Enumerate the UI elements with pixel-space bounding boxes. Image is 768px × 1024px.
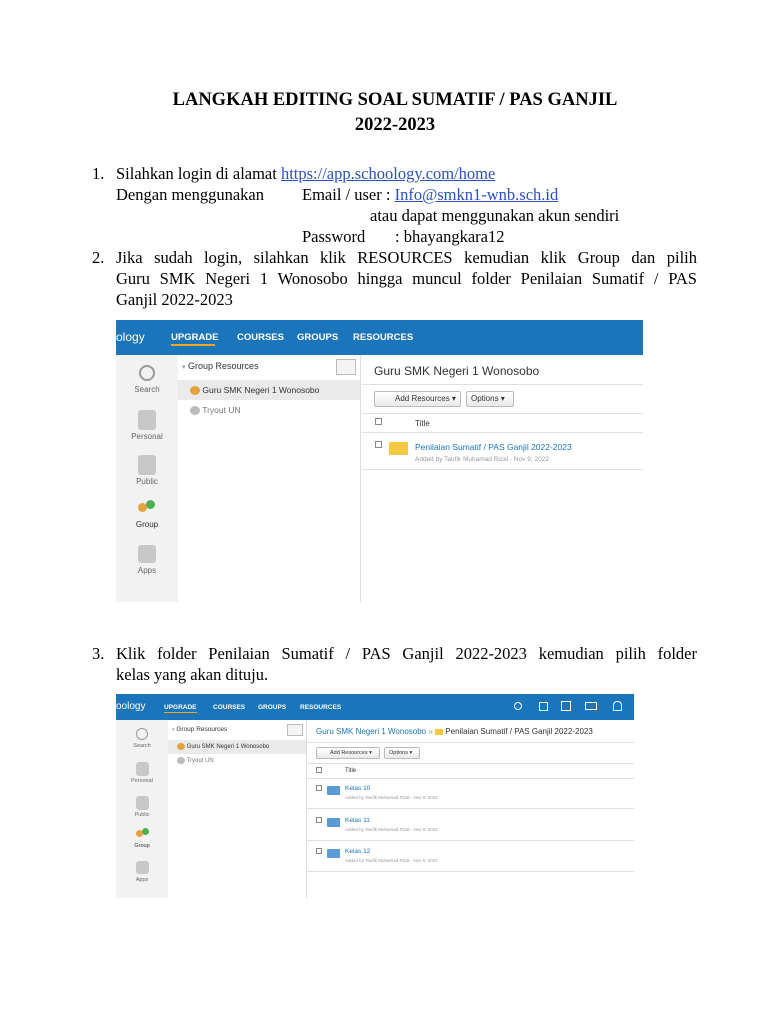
nav-upgrade[interactable]: UPGRADE: [164, 704, 197, 711]
chevron-down-icon: ▾: [182, 364, 186, 371]
grid-icon[interactable]: [539, 702, 548, 711]
row-checkbox[interactable]: [316, 785, 322, 791]
tree-item-guru-smk[interactable]: [168, 740, 306, 754]
step2-line2: Guru SMK Negeri 1 Wonosobo hingga muncul folder Penilaian Sumatif / PAS: [116, 269, 697, 288]
bell-icon[interactable]: [613, 701, 622, 711]
add-resources-label: Add Resources: [330, 750, 368, 756]
add-group-icon[interactable]: [336, 359, 356, 375]
divider: [307, 871, 634, 872]
personal-icon: [136, 762, 149, 776]
password-label: Password: [302, 227, 366, 246]
tree-item-label: Guru SMK Negeri 1 Wonosobo: [202, 385, 320, 395]
calendar-icon[interactable]: [561, 701, 571, 711]
row-checkbox[interactable]: [316, 817, 322, 823]
row-checkbox[interactable]: [316, 848, 322, 854]
sidebar-public-label: Public: [134, 812, 150, 818]
sidebar-public[interactable]: [116, 796, 168, 818]
breadcrumb: [316, 727, 593, 736]
personal-icon: [138, 410, 156, 430]
group-icon: [136, 828, 149, 840]
step3-line1: Klik folder Penilaian Sumatif / PAS Ganjil 2022-2023 kemudian pilih folder: [116, 644, 697, 663]
folder-icon: [327, 818, 340, 827]
tree-item-guru-smk[interactable]: [178, 380, 360, 400]
main-content: [362, 355, 643, 602]
main-content: [307, 720, 634, 898]
group-icon: [177, 743, 185, 750]
apps-icon: [136, 861, 149, 874]
step1-line2-prefix: Dengan menggunakan: [116, 185, 264, 204]
breadcrumb-parent-link[interactable]: Guru SMK Negeri 1 Wonosobo: [316, 727, 427, 736]
sidebar-group[interactable]: [116, 828, 168, 849]
tree-header-label: Group Resources: [176, 726, 228, 733]
sidebar-search-label: Search: [133, 743, 151, 749]
folder-meta: Added by Taufik Muhamad Rizal - Nov 9, 2022: [415, 456, 549, 463]
tree-header-label: Group Resources: [188, 361, 259, 371]
step3-line2: kelas yang akan dituju.: [116, 665, 269, 684]
mail-icon[interactable]: [585, 702, 597, 710]
email-link[interactable]: Info@smkn1-wnb.sch.id: [394, 185, 559, 204]
options-button[interactable]: Options ▾: [466, 391, 514, 407]
title-column-header: Title: [345, 768, 357, 774]
folder-meta: Added by Taufik Muhamad Rizal - Nov 9, 2022: [345, 827, 438, 832]
tree-header[interactable]: [168, 726, 306, 738]
step1-prefix: Silahkan login di alamat: [116, 164, 281, 183]
step-number: 3.: [92, 644, 105, 663]
divider: [362, 432, 643, 433]
step-number: 2.: [92, 248, 105, 267]
sidebar-apps[interactable]: [116, 861, 168, 883]
apps-icon: [138, 545, 156, 563]
step1-email: [302, 184, 558, 205]
step2-line3: Ganjil 2022-2023: [116, 290, 233, 309]
tree-item-label: Guru SMK Negeri 1 Wonosobo: [186, 744, 270, 750]
divider: [307, 778, 634, 779]
folder-meta: Added by Taufik Muhamad Rizal - Nov 9, 2022: [345, 858, 438, 863]
nav-courses[interactable]: COURSES: [213, 704, 246, 711]
sidebar-personal[interactable]: [116, 762, 168, 784]
group-icon: [177, 757, 185, 764]
resources-sidebar: [116, 355, 178, 602]
folder-icon: [327, 849, 340, 858]
public-icon: [136, 796, 149, 810]
folder-icon: [389, 442, 408, 455]
folder-icon: [435, 729, 443, 735]
sidebar-apps-label: Apps: [135, 877, 149, 883]
top-nav-bar: [116, 320, 643, 355]
chevron-down-icon: ▾: [172, 727, 175, 733]
sidebar-group-label: Group: [135, 520, 159, 529]
divider: [362, 413, 643, 414]
nav-resources[interactable]: RESOURCES: [353, 332, 414, 343]
nav-upgrade[interactable]: UPGRADE: [171, 332, 219, 343]
screenshot-resources-group: [116, 320, 643, 602]
upgrade-underline: [171, 344, 215, 346]
add-resources-button[interactable]: Add Resources ▾: [374, 391, 461, 407]
add-group-icon[interactable]: [287, 724, 303, 736]
group-icon: [190, 406, 200, 415]
nav-resources[interactable]: RESOURCES: [300, 704, 342, 711]
search-icon: [136, 728, 148, 740]
folder-link-kelas-11[interactable]: Kelas 11: [345, 817, 370, 824]
folder-link-penilaian[interactable]: Penilaian Sumatif / PAS Ganjil 2022-2023: [415, 442, 572, 452]
tree-item-label: Tryout UN: [202, 405, 241, 415]
top-nav-bar: [116, 694, 634, 720]
sidebar-group[interactable]: [116, 500, 178, 529]
sidebar-search[interactable]: [116, 728, 168, 749]
folder-icon: [327, 786, 340, 795]
nav-groups[interactable]: GROUPS: [258, 704, 287, 711]
divider: [362, 384, 643, 385]
divider: [307, 763, 634, 764]
sidebar-group-label: Group: [134, 843, 150, 849]
sidebar-public-label: Public: [136, 477, 158, 486]
tree-panel: [168, 720, 307, 898]
select-all-checkbox[interactable]: [375, 418, 382, 425]
sidebar-personal-label: Personal: [131, 432, 163, 441]
title-column-header: Title: [415, 419, 430, 428]
divider: [307, 840, 634, 841]
divider: [307, 742, 634, 743]
options-label: Options: [389, 750, 408, 756]
select-all-checkbox[interactable]: [316, 767, 322, 773]
group-icon: [190, 386, 200, 395]
search-icon[interactable]: [514, 702, 522, 710]
schoology-url-link[interactable]: https://app.schoology.com/home: [280, 164, 496, 183]
resources-sidebar: [116, 720, 168, 898]
schoology-logo[interactable]: ology: [116, 330, 145, 344]
folder-meta: Added by Taufik Muhamad Rizal - Nov 9, 2022: [345, 795, 438, 800]
folder-link-kelas-10[interactable]: Kelas 10: [345, 785, 371, 792]
sidebar-personal[interactable]: [116, 410, 178, 441]
breadcrumb-separator: »: [428, 727, 433, 736]
add-resources-label: Add Resources: [395, 394, 450, 403]
breadcrumb-current: Penilaian Sumatif / PAS Ganjil 2022-2023: [445, 727, 593, 736]
step2-line1: Jika sudah login, silahkan klik RESOURCES kemudian klik Group dan pilih: [116, 248, 697, 267]
document-title-line2: 2022-2023: [354, 115, 436, 135]
add-resources-button[interactable]: Add Resources ▾: [316, 747, 380, 759]
email-label: Email / user :: [302, 185, 395, 204]
sidebar-apps[interactable]: [116, 545, 178, 575]
nav-courses[interactable]: COURSES: [237, 332, 284, 343]
folder-link-kelas-12[interactable]: Kelas 12: [345, 848, 371, 855]
tree-panel: [178, 355, 361, 602]
sidebar-search[interactable]: [116, 365, 178, 394]
search-icon: [139, 365, 155, 381]
divider: [362, 469, 643, 470]
step-number: 1.: [92, 164, 105, 183]
sidebar-apps-label: Apps: [137, 566, 157, 575]
options-button[interactable]: Options ▾: [384, 747, 420, 759]
tree-item-label: Tryout UN: [186, 758, 214, 764]
schoology-logo[interactable]: oology: [116, 701, 146, 712]
step1-line1: [116, 163, 495, 184]
sidebar-search-label: Search: [134, 385, 160, 394]
sidebar-public[interactable]: [116, 455, 178, 486]
tree-header[interactable]: [178, 361, 360, 377]
main-title: Guru SMK Negeri 1 Wonosobo: [374, 364, 540, 378]
group-icon: [138, 500, 156, 516]
options-label: Options: [471, 394, 499, 403]
sidebar-personal-label: Personal: [131, 778, 153, 784]
divider: [307, 808, 634, 809]
password-value: : bhayangkara12: [395, 227, 505, 246]
tree-item-tryout[interactable]: [178, 400, 360, 420]
upgrade-underline: [164, 712, 197, 713]
tree-item-tryout[interactable]: [168, 754, 306, 768]
public-icon: [138, 455, 156, 475]
document-title-line1: LANGKAH EDITING SOAL SUMATIF / PAS GANJIL: [172, 90, 618, 110]
nav-groups[interactable]: GROUPS: [297, 332, 339, 343]
screenshot-penilaian-folder: [116, 694, 634, 898]
step1-alt-account: atau dapat menggunakan akun sendiri: [370, 206, 620, 225]
row-checkbox[interactable]: [375, 441, 382, 448]
